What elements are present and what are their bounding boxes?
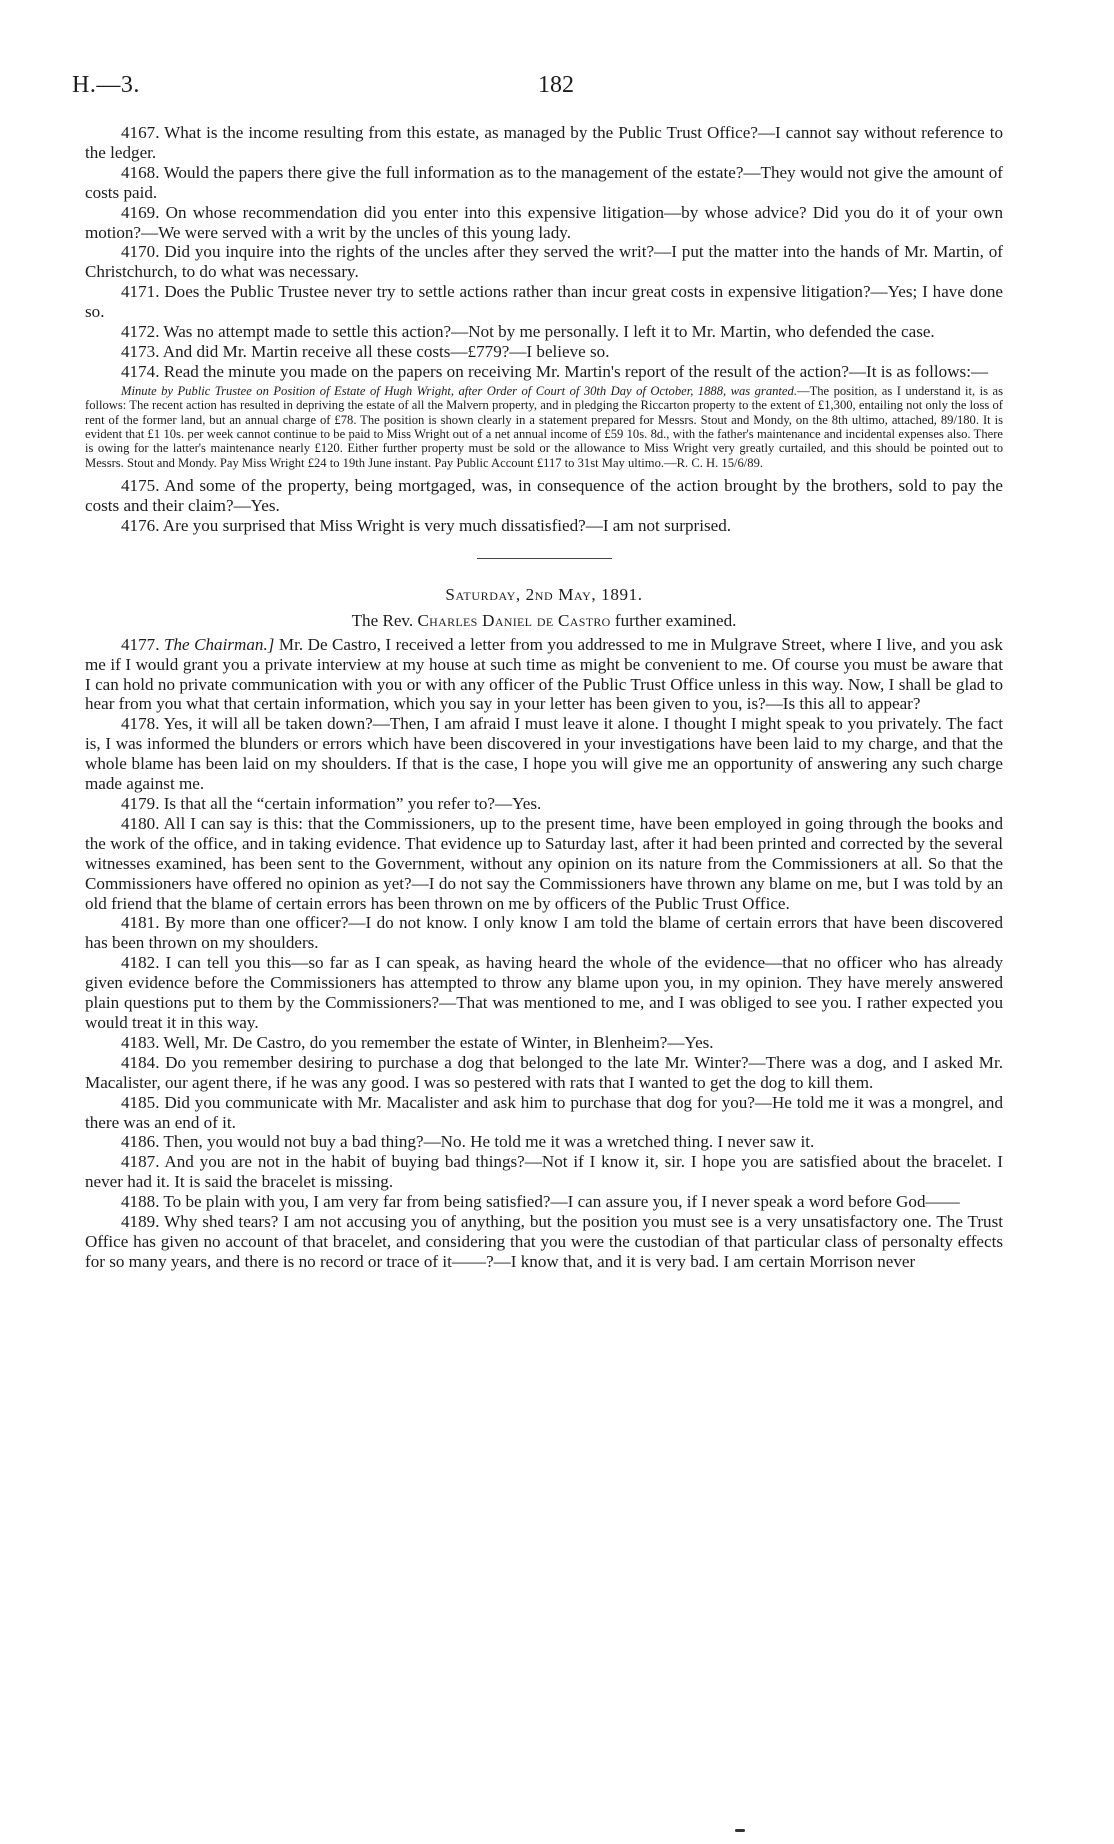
paragraph-4186: 4186. Then, you would not buy a bad thing?—No. He told me it was a wretched thing. I never saw it. [121,1132,815,1152]
paragraph-4173: 4173. And did Mr. Martin receive all these costs—£779?—I believe so. [121,341,610,361]
paragraph-4175: 4175. And some of the property, being mortgaged, was, in consequence of the action brought by the brothers, sold to pay the costs and their claim?—Yes. [85,476,1003,516]
paragraph-4170: 4170. Did you inquire into the rights of the uncles after they served the writ?—I put the matter into the hands of Mr. Martin, of Christchurch, to do what was necessary. [85,242,1003,282]
paragraph-4171: 4171. Does the Public Trustee never try to settle actions rather than incur great costs in expensive litigation?—Yes; I have done so. [85,282,1003,322]
question-number: 4177. [121,634,160,654]
paragraph-4189: 4189. Why shed tears? I am not accusing you of anything, but the position you must see is a very unsatisfactory one. The Trust Office has given no account of that bracelet, and considering that you were the custodian of that particular class of personalty effects for so many years, and there is no record or trace of it——?—I know that, and it is very bad. I am certain Morrison never [85,1212,1003,1271]
witness-prefix: The Rev. [351,610,414,630]
paragraph-4184: 4184. Do you remember desiring to purchase a dog that belonged to the late Mr. Winter?—There was a dog, and I asked Mr. Macalister, our agent there, if he was any good. I was so pestered with rats that I wanted to get the dog to kill them. [85,1052,1003,1092]
witness-heading [85,611,1003,631]
paragraph-4180: 4180. All I can say is this: that the Commissioners, up to the present time, have been employed in going through the books and the work of the office, and in taking evidence. That evidence up to Saturday last, after it had been printed and corrected by the several witnesses examined, has been sent to the Government, without any opinion on its nature from the Commissioners at all. So that the Commissioners have offered no opinion as yet?—I do not say the Commissioners have thrown any blame on me, but I was told by an old friend that the blame of certain errors has been thrown on me by officers of the Public Trust Office. [85,813,1003,913]
paragraph-4176: 4176. Are you surprised that Miss Wright is very much dissatisfied?—I am not surprised. [121,516,732,536]
paragraph-4169: 4169. On whose recommendation did you enter into this expensive litigation—by whose advice? Did you do it of your own motion?—We were served with a writ by the uncles of this young lady. [85,202,1003,242]
section-date: Saturday, 2nd May, 1891. [445,584,643,604]
paragraph-4178: 4178. Yes, it will all be taken down?—Then, I am afraid I must leave it alone. I thought I might speak to you privately. The fact is, I was informed the blunders or errors which have been discovered in your investigations have been laid to my charge, and that the whole blame has been laid on my shoulders. If that is the case, I hope you will give me an opportunity of answering any such charge made against me. [85,714,1003,794]
document-reference: H.—3. [72,72,140,98]
page-body [85,123,1003,1272]
witness-name: Charles Daniel de Castro [417,610,611,630]
paragraph-4167: 4167. What is the income resulting from this estate, as managed by the Public Trust Office?—I cannot say without reference to the ledger. [85,123,1003,162]
page-header [72,72,1042,112]
minute-body: —The position, as I understand it, is as follows: The recent action has resulted in depriving the estate of all the Malvern property, and in pledging the Riccarton property to the extent of £1,300, entailing not only the loss of rent of the former land, but an annual charge of £78. The position is shown clearly in a statement prepared for Messrs. Stout and Mondy, on the 8th ultimo, attached, 89/180. It is evident that £1 10s. per week cannot continue to be paid to Miss Wright out of a net annual income of £59 10s. 8d., with the father's maintenance and incidental expenses also. There is owing for the latter's maintenance nearly £120. Either further property must be sold or the allowance to Miss Wright very greatly curtailed, and this should be pointed out to Messrs. Stout and Mondy. Pay Miss Wright £24 to 19th June instant. Pay Public Account £117 to 31st May ultimo.—R. C. H. 15/6/89. [85,383,1003,470]
minute-caption: Minute by Public Trustee on Position of Estate of Hugh Wright, after Order of Court of 30th Day of October, 1888, was granted. [121,383,797,398]
paragraph-4177 [85,635,1003,715]
quoted-minute [85,384,1003,470]
paragraph-4168: 4168. Would the papers there give the full information as to the management of the estate?—They would not give the amount of costs paid. [85,162,1003,202]
paragraph-4183: 4183. Well, Mr. De Castro, do you remember the estate of Winter, in Blenheim?—Yes. [121,1032,714,1052]
print-mark [735,1829,745,1832]
question-text: Mr. De Castro, I received a letter from you addressed to me in Mulgrave Street, where I live, and you ask me if I would grant you a private interview at my house at such time as might be convenient to me. Of course you must be aware that I can hold no private communication with you or with any officer of the Public Trust Office unless in this way. Now, I shall be glad to hear from you what that certain information, which you say in your letter has been given to you, is?—Is this all to appear? [85,634,1003,714]
paragraph-4188: 4188. To be plain with you, I am very far from being satisfied?—I can assure you, if I never speak a word before God—— [121,1192,960,1212]
paragraph-4185: 4185. Did you communicate with Mr. Macalister and ask him to purchase that dog for you?—He told me it was a mongrel, and there was an end of it. [85,1092,1003,1132]
witness-suffix: further examined. [614,610,737,630]
section-divider [477,558,612,559]
speaker-label: The Chairman.] [163,634,275,654]
paragraph-4172: 4172. Was no attempt made to settle this action?—Not by me personally. I left it to Mr. Martin, who defended the case. [121,322,935,342]
paragraph-4179: 4179. Is that all the “certain information” you refer to?—Yes. [121,794,542,813]
page-number: 182 [538,72,574,98]
paragraph-4174: 4174. Read the minute you made on the papers on receiving Mr. Martin's report of the result of the action?—It is as follows:— [121,361,989,381]
paragraph-4181: 4181. By more than one officer?—I do not know. I only know I am told the blame of certain errors that have been discovered has been thrown on my shoulders. [85,913,1003,953]
paragraph-4187: 4187. And you are not in the habit of buying bad things?—Not if I know it, sir. I hope you are satisfied about the bracelet. I never had it. It is said the bracelet is missing. [85,1152,1003,1192]
paragraph-4182: 4182. I can tell you this—so far as I can speak, as having heard the whole of the evidence—that no officer who has already given evidence before the Commissioners has attempted to throw any blame upon you, in my opinion. They have merely answered plain questions put to them by the Commissioners?—That was mentioned to me, and I was obliged to see you. I rather expected you would treat it in this way. [85,953,1003,1032]
